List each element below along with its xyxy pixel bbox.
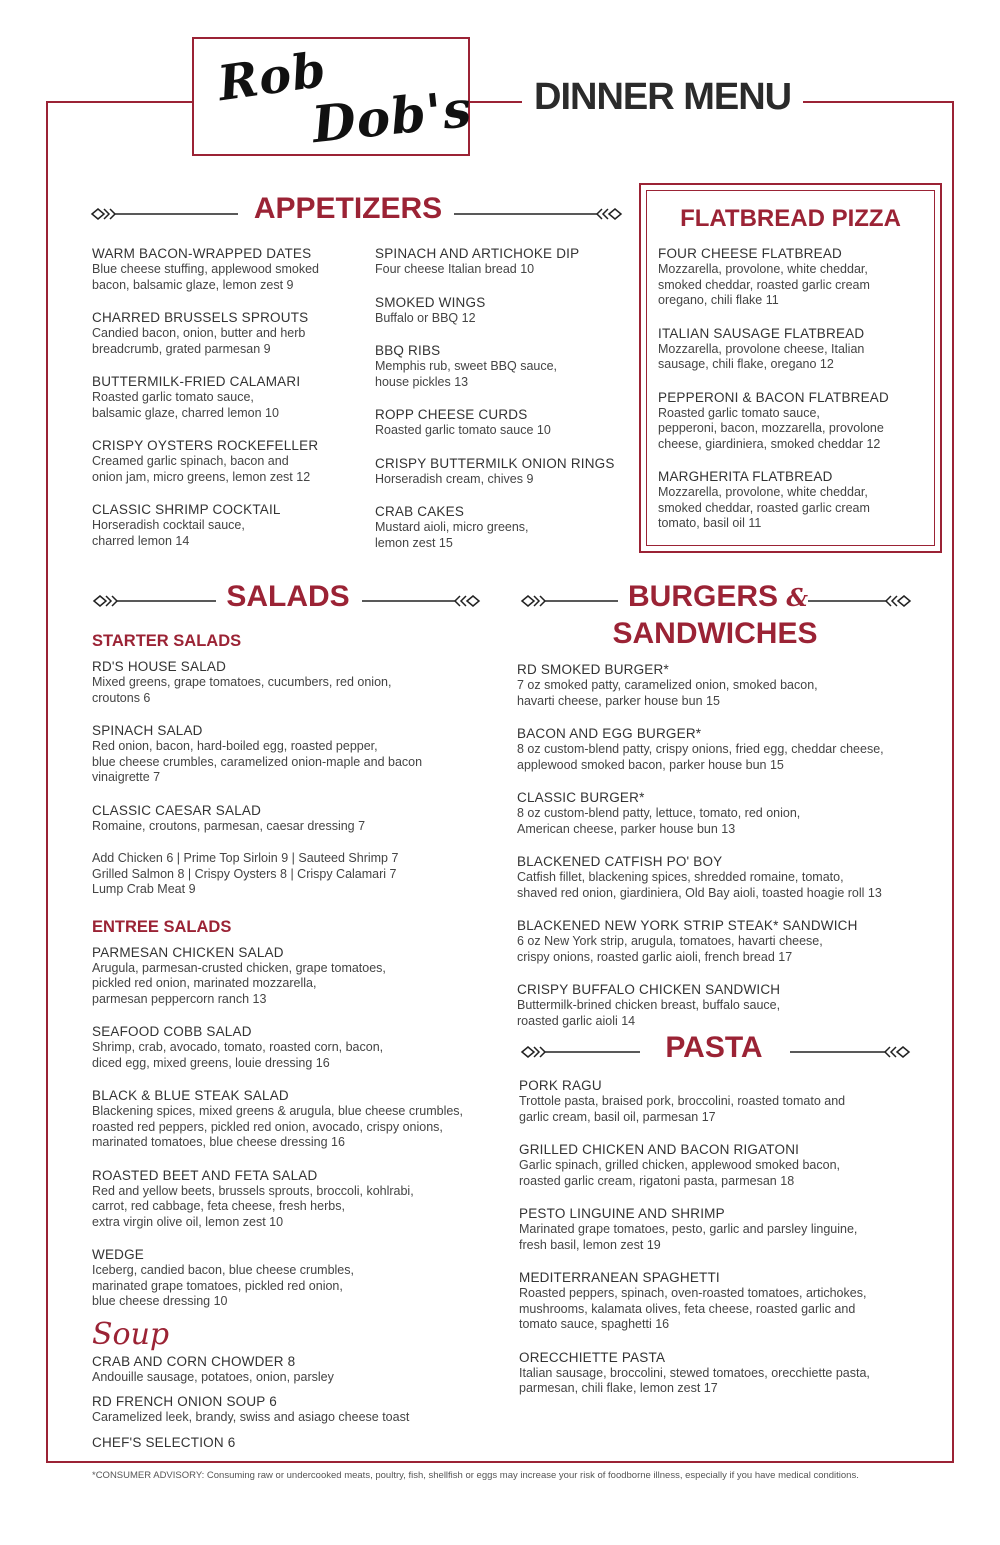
logo (192, 37, 475, 156)
list-item: FOUR CHEESE FLATBREAD Mozzarella, provolone, white cheddar, smoked cheddar, roasted garlic cream oregano, chili flake 11 (658, 246, 870, 307)
section-title-salads: SALADS (226, 580, 350, 613)
burgers-title: BURGERS (628, 580, 779, 613)
section-title-pasta: PASTA (665, 1031, 763, 1064)
subsection-title-starter: STARTER SALADS (92, 632, 242, 650)
burgers-list (517, 662, 927, 1046)
ornament-right-appetizers (452, 207, 624, 221)
list-item: CRISPY BUFFALO CHICKEN SANDWICH Buttermilk-brined chicken breast, buffalo sauce, roasted garlic aioli 14 (517, 982, 781, 1028)
list-item: SPINACH SALAD Red onion, bacon, hard-boiled egg, roasted pepper, blue cheese crumbles, caramelized onion-maple and bacon vinaigrette 7 (92, 723, 423, 784)
list-item: BUTTERMILK-FRIED CALAMARI Roasted garlic tomato sauce, balsamic glaze, charred lemon 10 (92, 374, 301, 420)
list-item: PORK RAGU Trottole pasta, braised pork, broccolini, roasted tomato and garlic cream, basil oil, parmesan 17 (519, 1078, 846, 1124)
section-title-sandwiches: SANDWICHES (612, 617, 818, 650)
list-item: BLACKENED CATFISH PO' BOY Catfish fillet, blackening spices, shredded romaine, tomato, shaved red onion, giardiniera, Old Bay aioli, toasted hoagie roll 13 (517, 854, 882, 900)
section-title-burgers-line1 (628, 580, 808, 614)
ornament-left-appetizers (90, 207, 240, 221)
section-title-appetizers: APPETIZERS (253, 192, 443, 225)
pasta-list (519, 1078, 929, 1414)
section-title-flatbread: FLATBREAD PIZZA (680, 205, 901, 232)
ornament-left-salads (92, 594, 218, 608)
logo-line-2: Dob's (309, 78, 475, 155)
ornament-right-pasta (788, 1045, 912, 1059)
list-item: CLASSIC SHRIMP COCKTAIL Horseradish cocktail sauce, charred lemon 14 (92, 502, 281, 548)
list-item: SPINACH AND ARTICHOKE DIP Four cheese Italian bread 10 (375, 246, 580, 276)
list-item: ROASTED BEET AND FETA SALAD Red and yellow beets, brussels sprouts, broccoli, kohlrabi, carrot, red cabbage, feta cheese, fresh herbs, extra virgin olive oil, lemon zest 10 (92, 1167, 414, 1229)
consumer-advisory-footnote: *CONSUMER ADVISORY: Consuming raw or undercooked meats, poultry, fish, shellfish or eggs may increase your risk of foodborne illness, especially if you have medical conditions. (92, 1470, 859, 1481)
list-item: BBQ RIBS Memphis rub, sweet BBQ sauce, house pickles 13 (375, 343, 558, 389)
list-item: BLACK & BLUE STEAK SALAD Blackening spices, mixed greens & arugula, blue cheese crumbles, roasted red peppers, pickled red onion, avocado, crispy onions, marinated tomatoes, blue cheese dressing 16 (92, 1088, 464, 1149)
list-item: PARMESAN CHICKEN SALAD Arugula, parmesan-crusted chicken, grape tomatoes, pickled red onion, marinated mozzarella, parmesan peppercorn ranch 13 (92, 944, 386, 1006)
ornament-right-burgers (806, 594, 912, 608)
section-title-soup: Soup (92, 1316, 170, 1352)
list-item: CRISPY OYSTERS ROCKEFELLER Creamed garlic spinach, bacon and onion jam, micro greens, lemon zest 12 (92, 438, 319, 484)
list-item: CRAB CAKES Mustard aioli, micro greens, lemon zest 15 (375, 504, 529, 550)
appetizers-col-1 (92, 246, 362, 566)
list-item: CLASSIC CAESAR SALAD Romaine, croutons, parmesan, caesar dressing 7 (92, 802, 366, 833)
list-item: MARGHERITA FLATBREAD Mozzarella, provolone, white cheddar, smoked cheddar, roasted garlic cream tomato, basil oil 11 (658, 469, 870, 530)
list-item: PEPPERONI & BACON FLATBREAD Roasted garlic tomato sauce, pepperoni, bacon, mozzarella, provolone cheese, giardiniera, smoked cheddar 12 (658, 389, 889, 451)
ampersand: & (786, 583, 809, 612)
list-item: CHEF'S SELECTION 6 (92, 1434, 236, 1450)
list-item: ROPP CHEESE CURDS Roasted garlic tomato sauce 10 (375, 407, 551, 437)
list-item: WARM BACON-WRAPPED DATES Blue cheese stuffing, applewood smoked bacon, balsamic glaze, lemon zest 9 (92, 246, 320, 292)
list-item: CRISPY BUTTERMILK ONION RINGS Horseradish cream, chives 9 (375, 455, 615, 486)
appetizers-col-2 (375, 246, 630, 568)
list-item: RD'S HOUSE SALAD Mixed greens, grape tomatoes, cucumbers, red onion, croutons 6 (92, 659, 392, 705)
ornament-left-pasta (520, 1045, 642, 1059)
ornament-right-salads (360, 594, 482, 608)
list-item: SMOKED WINGS Buffalo or BBQ 12 (375, 294, 486, 325)
list-item: BLACKENED NEW YORK STRIP STEAK* SANDWICH 6 oz New York strip, arugula, tomatoes, havarti cheese, crispy onions, roasted garlic aioli, french bread 17 (517, 918, 858, 964)
list-item: WEDGE Iceberg, candied bacon, blue cheese crumbles, marinated grape tomatoes, pickled red onion, blue cheese dressing 10 (92, 1247, 354, 1308)
salads-column (92, 632, 492, 1460)
page-title: DINNER MENU (522, 76, 803, 119)
list-item: CHARRED BRUSSELS SPROUTS Candied bacon, onion, butter and herb breadcrumb, grated parmesan 9 (92, 310, 309, 356)
salad-addons: Add Chicken 6 | Prime Top Sirloin 9 | Sauteed Shrimp 7 Grilled Salmon 8 | Crispy Oysters 8 | Crispy Calamari 7 Lump Crab Meat 9 (92, 851, 399, 896)
ornament-left-burgers (520, 594, 620, 608)
list-item: BACON AND EGG BURGER* 8 oz custom-blend patty, crispy onions, fried egg, cheddar cheese, applewood smoked bacon, parker house bun 15 (517, 726, 884, 772)
list-item: CLASSIC BURGER* 8 oz custom-blend patty, lettuce, tomato, red onion, American cheese, parker house bun 13 (517, 790, 801, 836)
flatbread-list (658, 246, 928, 549)
list-item: RD FRENCH ONION SOUP 6 Caramelized leek, brandy, swiss and asiago cheese toast (92, 1394, 410, 1424)
list-item: RD SMOKED BURGER* 7 oz smoked patty, caramelized onion, smoked bacon, havarti cheese, parker house bun 15 (517, 662, 818, 708)
logo-line-1: Rob (214, 41, 330, 113)
list-item: ORECCHIETTE PASTA Italian sausage, broccolini, stewed tomatoes, orecchiette pasta, parmesan, chili flake, lemon zest 17 (519, 1349, 870, 1395)
subsection-title-entree: ENTREE SALADS (92, 917, 232, 936)
list-item: SEAFOOD COBB SALAD Shrimp, crab, avocado, tomato, roasted corn, bacon, diced egg, mixed greens, louie dressing 16 (92, 1024, 384, 1070)
list-item: CRAB AND CORN CHOWDER 8 Andouille sausage, potatoes, onion, parsley (92, 1353, 334, 1384)
list-item: PESTO LINGUINE AND SHRIMP Marinated grape tomatoes, pesto, garlic and parsley linguine, fresh basil, lemon zest 19 (519, 1206, 858, 1252)
list-item: GRILLED CHICKEN AND BACON RIGATONI Garlic spinach, grilled chicken, applewood smoked bacon, roasted garlic cream, rigatoni pasta, parmesan 18 (519, 1142, 841, 1188)
list-item: ITALIAN SAUSAGE FLATBREAD Mozzarella, provolone cheese, Italian sausage, chili flake, oregano 12 (658, 325, 865, 371)
list-item: MEDITERRANEAN SPAGHETTI Roasted peppers, spinach, oven-roasted tomatoes, artichokes, mushrooms, kalamata olives, feta cheese, roasted garlic and tomato sauce, spaghetti 16 (519, 1270, 867, 1331)
